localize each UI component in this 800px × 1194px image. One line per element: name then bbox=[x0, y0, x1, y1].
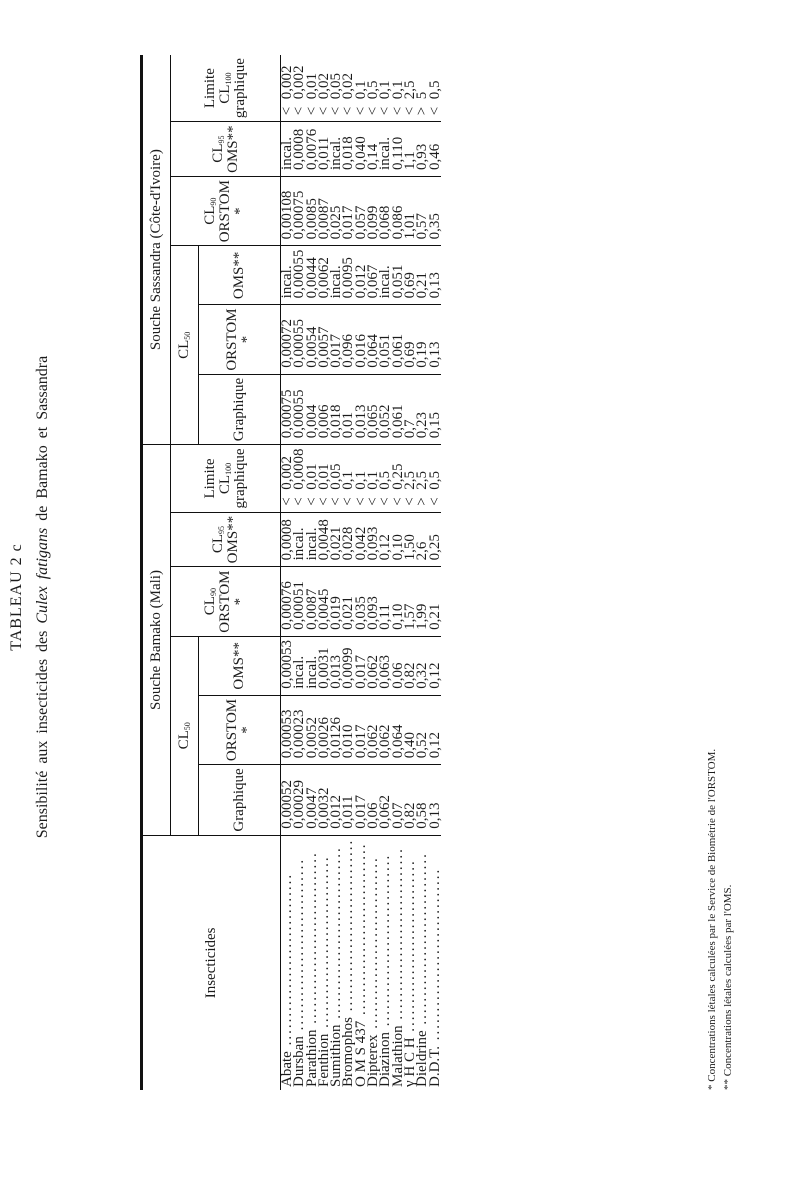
bamako-value: 1,99 bbox=[416, 567, 428, 636]
sassandra-value: 0,35 bbox=[429, 176, 441, 245]
bamako-value: 0,00076 bbox=[281, 567, 294, 636]
header-s-cl95: $CL_{95}$ OMS** bbox=[171, 122, 281, 177]
sassandra-value: 0,0057 bbox=[318, 305, 330, 374]
bamako-value: 0,017 bbox=[355, 765, 367, 836]
header-b-cl50: $CL_{50}$ bbox=[171, 636, 199, 835]
sassandra-limit: <2,5 bbox=[404, 55, 416, 122]
header-s-cl50: $CL_{50}$ bbox=[171, 246, 199, 445]
sassandra-value: 0,14 bbox=[367, 122, 379, 177]
bamako-value: 0,10 bbox=[392, 567, 404, 636]
sassandra-value: incal. bbox=[281, 246, 294, 305]
sassandra-value: 0,096 bbox=[342, 305, 354, 374]
sassandra-value: 0,099 bbox=[367, 176, 379, 245]
bamako-value: 0,093 bbox=[367, 567, 379, 636]
header-s-graphique: Graphique bbox=[199, 374, 281, 445]
bamako-value: 0,06 bbox=[392, 636, 404, 695]
bamako-value: 1,50 bbox=[404, 512, 416, 567]
header-s-oms: OMS** bbox=[199, 246, 281, 305]
insecticide-name: Dipterex .............................. bbox=[365, 856, 382, 1087]
sassandra-value: 0,00055 bbox=[293, 246, 305, 305]
bamako-value: 2,6 bbox=[416, 512, 428, 567]
sassandra-limit: <0,05 bbox=[330, 55, 342, 122]
sassandra-value: incal. bbox=[379, 246, 391, 305]
bamako-value: 0,042 bbox=[355, 512, 367, 567]
bamako-value: 0,52 bbox=[416, 695, 428, 764]
bamako-value: 0,0087 bbox=[306, 567, 318, 636]
insecticide-name: Sumithion .............................. bbox=[328, 846, 345, 1087]
bamako-value: 0,07 bbox=[392, 765, 404, 836]
bamako-value: 0,012 bbox=[330, 765, 342, 836]
bamako-value: 0,019 bbox=[330, 567, 342, 636]
table-body bbox=[281, 55, 441, 1090]
bamako-limit: <0,1 bbox=[367, 445, 379, 512]
sassandra-value: 0,065 bbox=[367, 374, 379, 445]
bamako-value: 0,13 bbox=[429, 765, 441, 836]
header-s-orstom: ORSTOM * bbox=[199, 305, 281, 374]
sassandra-value: 0,061 bbox=[392, 374, 404, 445]
sassandra-value: 1,1 bbox=[404, 122, 416, 177]
bamako-limit: <0,01 bbox=[318, 445, 330, 512]
sassandra-value: 0,0062 bbox=[318, 246, 330, 305]
footnote-oms: ** Concentrations létales calculées par l'OMS. bbox=[722, 884, 734, 1090]
bamako-value: incal. bbox=[293, 636, 305, 695]
header-b-limite: Limite $CL_{100}$ graphique bbox=[171, 445, 281, 512]
sassandra-value: 0,067 bbox=[367, 246, 379, 305]
sassandra-value: incal. bbox=[379, 122, 391, 177]
bamako-value: 0,021 bbox=[330, 512, 342, 567]
sassandra-value: incal. bbox=[330, 246, 342, 305]
sassandra-value: 0,040 bbox=[355, 122, 367, 177]
insecticide-name: Parathion .............................. bbox=[303, 851, 320, 1087]
sassandra-value: 0,01 bbox=[342, 374, 354, 445]
insecticide-name: O M S 437 .............................. bbox=[352, 842, 369, 1087]
sassandra-limit: <0,002 bbox=[281, 55, 294, 122]
bamako-value: 0,0099 bbox=[342, 636, 354, 695]
bamako-value: 0,10 bbox=[392, 512, 404, 567]
bamako-value: 0,017 bbox=[355, 636, 367, 695]
bamako-value: 0,0126 bbox=[330, 695, 342, 764]
bamako-value: 0,011 bbox=[342, 765, 354, 836]
insecticide-name: Malathion .............................. bbox=[389, 847, 406, 1087]
header-bamako: Souche Bamako (Mali) bbox=[142, 445, 171, 835]
bamako-value: 1,57 bbox=[404, 567, 416, 636]
sassandra-value: 0,110 bbox=[392, 122, 404, 177]
bamako-limit: <0,0008 bbox=[293, 445, 305, 512]
sassandra-value: 0,19 bbox=[416, 305, 428, 374]
bamako-value: 0,25 bbox=[429, 512, 441, 567]
sassandra-value: 0,57 bbox=[416, 176, 428, 245]
sassandra-value: 0,46 bbox=[429, 122, 441, 177]
sassandra-limit: <0,02 bbox=[318, 55, 330, 122]
header-b-cl95: $CL_{95}$ OMS** bbox=[171, 512, 281, 567]
bamako-value: 0,062 bbox=[379, 695, 391, 764]
sassandra-limit: <0,1 bbox=[355, 55, 367, 122]
sassandra-value: 0,23 bbox=[416, 374, 428, 445]
sassandra-limit: >5 bbox=[416, 55, 428, 122]
bamako-value: 0,063 bbox=[379, 636, 391, 695]
header-b-graphique: Graphique bbox=[199, 765, 281, 836]
sassandra-value: 0,0076 bbox=[306, 122, 318, 177]
bamako-limit: <0,01 bbox=[306, 445, 318, 512]
bamako-value: 0,0032 bbox=[318, 765, 330, 836]
bamako-value: 0,062 bbox=[379, 765, 391, 836]
table-subtitle bbox=[34, 0, 52, 1194]
sassandra-value: 0,004 bbox=[306, 374, 318, 445]
sassandra-value: 0,068 bbox=[379, 176, 391, 245]
sassandra-value: 0,012 bbox=[355, 246, 367, 305]
bamako-value: 0,0031 bbox=[318, 636, 330, 695]
sassandra-limit: <0,1 bbox=[379, 55, 391, 122]
sassandra-value: 0,061 bbox=[392, 305, 404, 374]
bamako-value: 0,82 bbox=[404, 636, 416, 695]
sassandra-value: 0,00072 bbox=[281, 305, 294, 374]
bamako-value: 0,021 bbox=[342, 567, 354, 636]
bamako-value: 0,06 bbox=[367, 765, 379, 836]
sassandra-value: 0,00055 bbox=[293, 374, 305, 445]
sassandra-value: 0,00075 bbox=[293, 176, 305, 245]
sassandra-value: 0,051 bbox=[392, 246, 404, 305]
header-s-limite: Limite $CL_{100}$ graphique bbox=[171, 55, 281, 122]
insecticide-name: Fenthion .............................. bbox=[315, 855, 332, 1087]
sassandra-value: 0,017 bbox=[342, 176, 354, 245]
sassandra-value: 0,018 bbox=[342, 122, 354, 177]
bamako-value: 0,062 bbox=[367, 636, 379, 695]
sassandra-value: 0,006 bbox=[318, 374, 330, 445]
sassandra-value: 0,0085 bbox=[306, 176, 318, 245]
sassandra-value: 0,0044 bbox=[306, 246, 318, 305]
sassandra-value: 0,7 bbox=[404, 374, 416, 445]
bamako-limit: <0,002 bbox=[281, 445, 294, 512]
data-table bbox=[140, 55, 441, 1090]
bamako-value: 0,093 bbox=[367, 512, 379, 567]
sassandra-value: 0,69 bbox=[404, 305, 416, 374]
bamako-value: 0,82 bbox=[404, 765, 416, 836]
header-b-cl90: $CL_{90}$ ORSTOM * bbox=[171, 567, 281, 636]
bamako-limit: <0,1 bbox=[355, 445, 367, 512]
table-row bbox=[429, 55, 441, 1090]
sassandra-value: 1,01 bbox=[404, 176, 416, 245]
bamako-value: 0,32 bbox=[416, 636, 428, 695]
subtitle-pre: Sensibilité aux insecticides des bbox=[34, 630, 51, 839]
header-b-oms: OMS** bbox=[199, 636, 281, 695]
bamako-value: 0,010 bbox=[342, 695, 354, 764]
bamako-limit: <0,1 bbox=[342, 445, 354, 512]
bamako-value: incal. bbox=[293, 512, 305, 567]
sassandra-value: 0,052 bbox=[379, 374, 391, 445]
sassandra-value: 0,0054 bbox=[306, 305, 318, 374]
bamako-value: incal. bbox=[306, 512, 318, 567]
bamako-limit: <0,5 bbox=[429, 445, 441, 512]
sassandra-limit: <0,01 bbox=[306, 55, 318, 122]
sassandra-value: 0,013 bbox=[355, 374, 367, 445]
sassandra-value: 0,00055 bbox=[293, 305, 305, 374]
bamako-value: incal. bbox=[306, 636, 318, 695]
bamako-value: 0,00023 bbox=[293, 695, 305, 764]
sassandra-value: 0,051 bbox=[379, 305, 391, 374]
bamako-value: 0,062 bbox=[367, 695, 379, 764]
bamako-limit: <0,5 bbox=[379, 445, 391, 512]
sassandra-value: 0,0095 bbox=[342, 246, 354, 305]
bamako-value: 0,00029 bbox=[293, 765, 305, 836]
bamako-value: 0,013 bbox=[330, 636, 342, 695]
subtitle-species: Culex fatigans bbox=[34, 527, 51, 624]
sassandra-value: 0,025 bbox=[330, 176, 342, 245]
sassandra-value: 0,21 bbox=[416, 246, 428, 305]
bamako-value: 0,21 bbox=[429, 567, 441, 636]
bamako-value: 0,00052 bbox=[281, 765, 294, 836]
bamako-value: 0,064 bbox=[392, 695, 404, 764]
sassandra-limit: <0,02 bbox=[342, 55, 354, 122]
sassandra-value: 0,057 bbox=[355, 176, 367, 245]
insecticide-name: Abate .............................. bbox=[279, 872, 295, 1087]
table-title: TABLEAU 2 c bbox=[8, 543, 25, 651]
sassandra-limit: <0,5 bbox=[429, 55, 441, 122]
bamako-value: 0,028 bbox=[342, 512, 354, 567]
header-s-cl90: $CL_{90}$ ORSTOM * bbox=[171, 176, 281, 245]
bamako-value: 0,00053 bbox=[281, 695, 294, 764]
sassandra-limit: <0,5 bbox=[367, 55, 379, 122]
sassandra-value: incal. bbox=[281, 122, 294, 177]
subtitle-post: de Bamako et Sassandra bbox=[34, 355, 51, 521]
header-sassandra: Souche Sassandra (Côte-d'Ivoire) bbox=[142, 55, 171, 445]
bamako-value: 0,0045 bbox=[318, 567, 330, 636]
footnote-orstom: * Concentrations létales calculées par le Service de Biométrie de l'ORSTOM. bbox=[706, 748, 718, 1090]
insecticide-name: Dursban .............................. bbox=[291, 857, 308, 1087]
bamako-limit: <0,25 bbox=[392, 445, 404, 512]
sassandra-value: 0,0087 bbox=[318, 176, 330, 245]
bamako-value: 0,58 bbox=[416, 765, 428, 836]
sassandra-limit: <0,1 bbox=[392, 55, 404, 122]
insecticide-name: γ H C H .............................. bbox=[401, 859, 418, 1087]
bamako-value: 0,0052 bbox=[306, 695, 318, 764]
bamako-value: 0,40 bbox=[404, 695, 416, 764]
sassandra-value: 0,086 bbox=[392, 176, 404, 245]
bamako-value: 0,0008 bbox=[281, 512, 294, 567]
sassandra-value: 0,93 bbox=[416, 122, 428, 177]
bamako-value: 0,0026 bbox=[318, 695, 330, 764]
sassandra-value: 0,011 bbox=[318, 122, 330, 177]
bamako-value: 0,12 bbox=[379, 512, 391, 567]
header-insecticides: Insecticides bbox=[142, 835, 281, 1090]
bamako-value: 0,12 bbox=[429, 695, 441, 764]
bamako-limit: <2,5 bbox=[404, 445, 416, 512]
bamako-value: 0,017 bbox=[355, 695, 367, 764]
sassandra-value: 0,064 bbox=[367, 305, 379, 374]
sassandra-value: 0,13 bbox=[429, 305, 441, 374]
sassandra-value: 0,13 bbox=[429, 246, 441, 305]
sassandra-value: 0,00075 bbox=[281, 374, 294, 445]
sassandra-value: 0,00108 bbox=[281, 176, 294, 245]
sassandra-value: 0,69 bbox=[404, 246, 416, 305]
sassandra-value: 0,016 bbox=[355, 305, 367, 374]
sassandra-value: incal. bbox=[330, 122, 342, 177]
sassandra-value: 0,15 bbox=[429, 374, 441, 445]
insecticide-name: D.D.T. .............................. bbox=[426, 867, 443, 1087]
bamako-value: 0,12 bbox=[429, 636, 441, 695]
sassandra-limit: <0,002 bbox=[293, 55, 305, 122]
bamako-value: 0,0047 bbox=[306, 765, 318, 836]
bamako-value: 0,00053 bbox=[281, 636, 294, 695]
insecticide-name: Diazinon .............................. bbox=[377, 853, 394, 1087]
bamako-limit: <0,05 bbox=[330, 445, 342, 512]
sassandra-value: 0,018 bbox=[330, 374, 342, 445]
bamako-limit: >2,5 bbox=[416, 445, 428, 512]
insecticide-name: Dieldrine .............................. bbox=[414, 852, 431, 1087]
header-b-orstom: ORSTOM * bbox=[199, 695, 281, 764]
bamako-value: 0,00051 bbox=[293, 567, 305, 636]
bamako-value: 0,035 bbox=[355, 567, 367, 636]
bamako-value: 0,11 bbox=[379, 567, 391, 636]
sassandra-value: 0,0008 bbox=[293, 122, 305, 177]
sassandra-value: 0,017 bbox=[330, 305, 342, 374]
insecticide-name: Bromophos .............................. bbox=[340, 838, 357, 1087]
bamako-value: 0,0048 bbox=[318, 512, 330, 567]
